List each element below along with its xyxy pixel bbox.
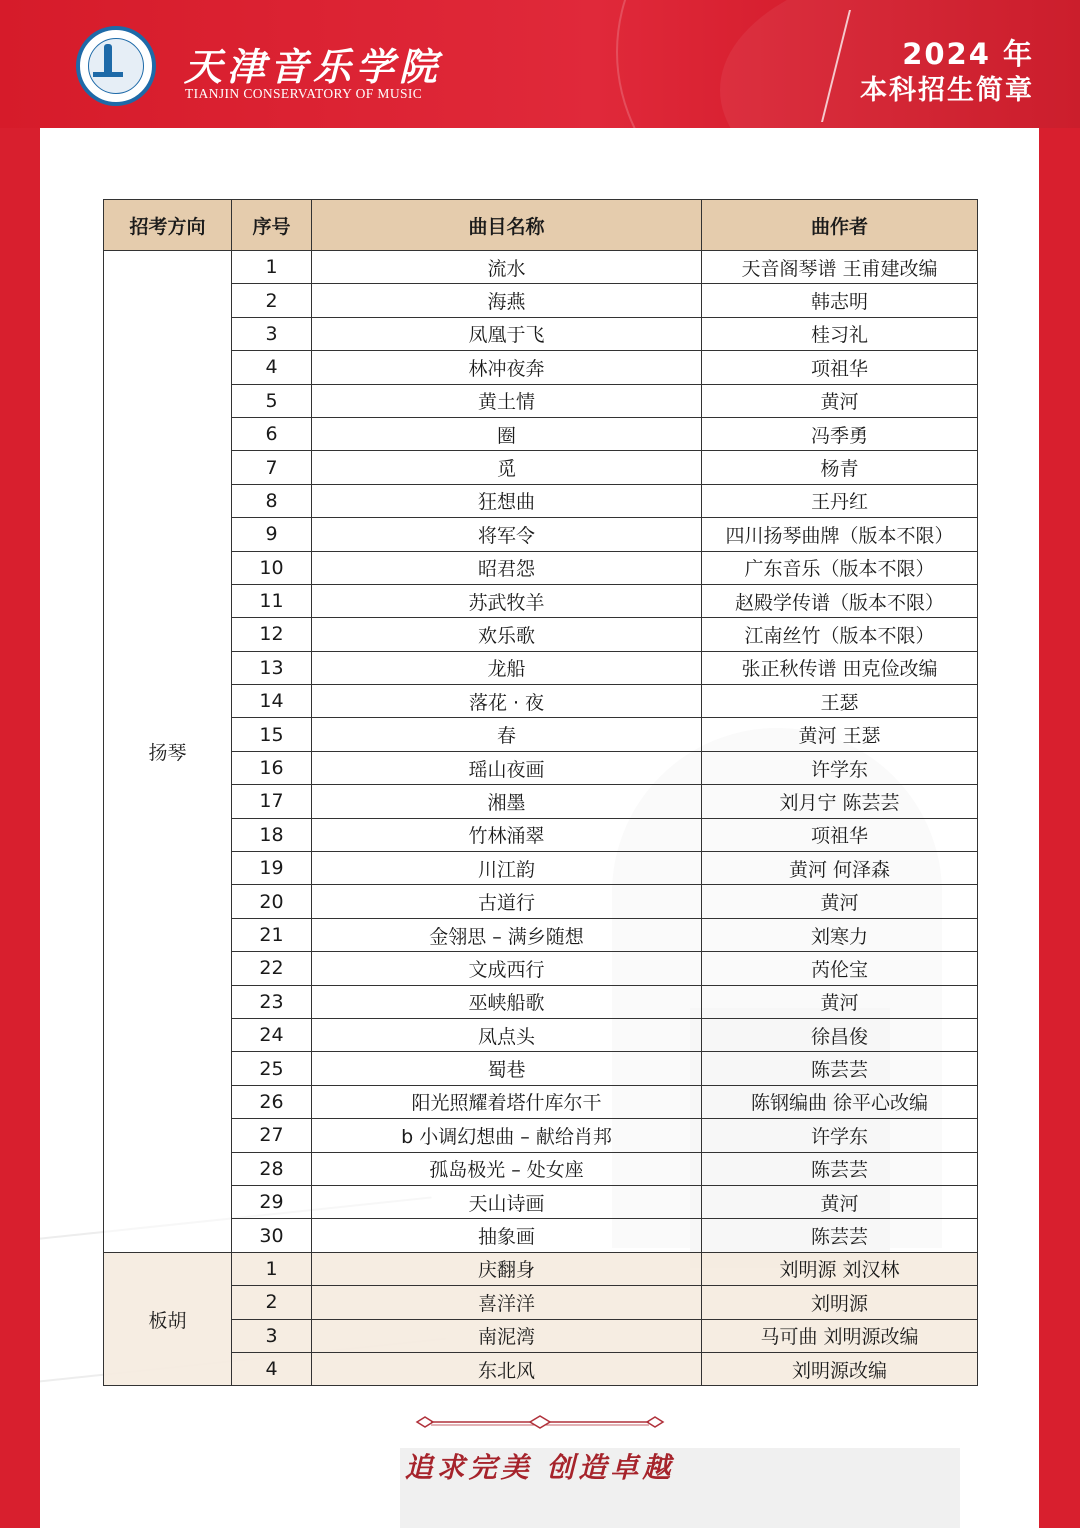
number-cell: 27 bbox=[232, 1119, 312, 1152]
table-row bbox=[104, 384, 978, 417]
composer-cell: 刘月宁 陈芸芸 bbox=[702, 785, 978, 818]
table-row bbox=[104, 1018, 978, 1051]
composer-cell: 陈芸芸 bbox=[702, 1052, 978, 1085]
table-body bbox=[104, 251, 978, 1386]
school-logo-icon bbox=[76, 26, 156, 106]
composer-cell: 黄河 王瑟 bbox=[702, 718, 978, 751]
composer-cell: 张正秋传谱 田克俭改编 bbox=[702, 651, 978, 684]
number-cell: 30 bbox=[232, 1219, 312, 1252]
piece-title-cell: 蜀巷 bbox=[312, 1052, 702, 1085]
piece-title-cell: 天山诗画 bbox=[312, 1185, 702, 1218]
table-row bbox=[104, 484, 978, 517]
piece-title-cell: 春 bbox=[312, 718, 702, 751]
number-cell: 11 bbox=[232, 584, 312, 617]
composer-cell: 韩志明 bbox=[702, 284, 978, 317]
table-header-row bbox=[104, 200, 978, 251]
table-row bbox=[104, 351, 978, 384]
number-cell: 5 bbox=[232, 384, 312, 417]
table-row bbox=[104, 785, 978, 818]
number-cell: 16 bbox=[232, 751, 312, 784]
composer-cell: 杨青 bbox=[702, 451, 978, 484]
column-header: 序号 bbox=[232, 200, 312, 251]
number-cell: 3 bbox=[232, 1319, 312, 1352]
direction-cell: 板胡 bbox=[104, 1252, 232, 1386]
table-row bbox=[104, 718, 978, 751]
composer-cell: 陈芸芸 bbox=[702, 1219, 978, 1252]
number-cell: 4 bbox=[232, 351, 312, 384]
piece-title-cell: 欢乐歌 bbox=[312, 618, 702, 651]
number-cell: 4 bbox=[232, 1352, 312, 1385]
piece-title-cell: 庆翻身 bbox=[312, 1252, 702, 1285]
column-header: 曲作者 bbox=[702, 200, 978, 251]
table-row bbox=[104, 651, 978, 684]
piece-title-cell: 狂想曲 bbox=[312, 484, 702, 517]
composer-cell: 黄河 bbox=[702, 985, 978, 1018]
table-row bbox=[104, 1152, 978, 1185]
composer-cell: 刘明源改编 bbox=[702, 1352, 978, 1385]
table-row bbox=[104, 1119, 978, 1152]
table-row bbox=[104, 818, 978, 851]
table-row bbox=[104, 852, 978, 885]
ornament-divider-icon bbox=[415, 1415, 665, 1429]
piece-title-cell: 苏武牧羊 bbox=[312, 584, 702, 617]
composer-cell: 王瑟 bbox=[702, 685, 978, 718]
number-cell: 22 bbox=[232, 952, 312, 985]
number-cell: 15 bbox=[232, 718, 312, 751]
piece-title-cell: 凤点头 bbox=[312, 1018, 702, 1051]
composer-cell: 陈芸芸 bbox=[702, 1152, 978, 1185]
table-row bbox=[104, 1052, 978, 1085]
number-cell: 20 bbox=[232, 885, 312, 918]
table-row bbox=[104, 618, 978, 651]
piece-title-cell: 川江韵 bbox=[312, 852, 702, 885]
number-cell: 19 bbox=[232, 852, 312, 885]
number-cell: 9 bbox=[232, 518, 312, 551]
piece-title-cell: 觅 bbox=[312, 451, 702, 484]
composer-cell: 黄河 何泽森 bbox=[702, 852, 978, 885]
table-row bbox=[104, 751, 978, 784]
composer-cell: 芮伦宝 bbox=[702, 952, 978, 985]
piece-title-cell: 古道行 bbox=[312, 885, 702, 918]
piece-title-cell: 孤岛极光 – 处女座 bbox=[312, 1152, 702, 1185]
composer-cell: 刘明源 刘汉林 bbox=[702, 1252, 978, 1285]
composer-cell: 刘寒力 bbox=[702, 918, 978, 951]
direction-cell: 扬琴 bbox=[104, 251, 232, 1253]
composer-cell: 桂习礼 bbox=[702, 317, 978, 350]
piece-title-cell: 流水 bbox=[312, 251, 702, 284]
piece-title-cell: 黄土情 bbox=[312, 384, 702, 417]
number-cell: 1 bbox=[232, 251, 312, 284]
number-cell: 6 bbox=[232, 417, 312, 450]
piece-title-cell: 金翎思 – 满乡随想 bbox=[312, 918, 702, 951]
piece-title-cell: 文成西行 bbox=[312, 952, 702, 985]
table-row bbox=[104, 317, 978, 350]
composer-cell: 赵殿学传谱（版本不限） bbox=[702, 584, 978, 617]
table-row bbox=[104, 1085, 978, 1118]
number-cell: 26 bbox=[232, 1085, 312, 1118]
composer-cell: 项祖华 bbox=[702, 351, 978, 384]
table-row bbox=[104, 251, 978, 284]
number-cell: 14 bbox=[232, 685, 312, 718]
composer-cell: 天音阁琴谱 王甫建改编 bbox=[702, 251, 978, 284]
table-row bbox=[104, 1286, 978, 1319]
number-cell: 23 bbox=[232, 985, 312, 1018]
composer-cell: 江南丝竹（版本不限） bbox=[702, 618, 978, 651]
column-header: 曲目名称 bbox=[312, 200, 702, 251]
motto-slogan: 追求完美 创造卓越 bbox=[404, 1451, 675, 1484]
document-title: 本科招生简章 bbox=[860, 75, 1034, 106]
piece-title-cell: 抽象画 bbox=[312, 1219, 702, 1252]
piece-title-cell: 圈 bbox=[312, 417, 702, 450]
composer-cell: 马可曲 刘明源改编 bbox=[702, 1319, 978, 1352]
number-cell: 2 bbox=[232, 1286, 312, 1319]
piece-title-cell: 瑶山夜画 bbox=[312, 751, 702, 784]
piece-title-cell: 阳光照耀着塔什库尔干 bbox=[312, 1085, 702, 1118]
table-row bbox=[104, 1185, 978, 1218]
table-row bbox=[104, 1252, 978, 1285]
composer-cell: 许学东 bbox=[702, 751, 978, 784]
composer-cell: 冯季勇 bbox=[702, 417, 978, 450]
number-cell: 29 bbox=[232, 1185, 312, 1218]
piece-title-cell: 落花 · 夜 bbox=[312, 685, 702, 718]
repertoire-table bbox=[103, 199, 978, 1386]
column-header: 招考方向 bbox=[104, 200, 232, 251]
table-row bbox=[104, 918, 978, 951]
composer-cell: 陈钢编曲 徐平心改编 bbox=[702, 1085, 978, 1118]
piece-title-cell: 昭君怨 bbox=[312, 551, 702, 584]
composer-cell: 广东音乐（版本不限） bbox=[702, 551, 978, 584]
number-cell: 24 bbox=[232, 1018, 312, 1051]
number-cell: 1 bbox=[232, 1252, 312, 1285]
table-row bbox=[104, 584, 978, 617]
number-cell: 3 bbox=[232, 317, 312, 350]
table-row bbox=[104, 518, 978, 551]
composer-cell: 项祖华 bbox=[702, 818, 978, 851]
piece-title-cell: b 小调幻想曲 – 献给肖邦 bbox=[312, 1119, 702, 1152]
piece-title-cell: 海燕 bbox=[312, 284, 702, 317]
piece-title-cell: 湘墨 bbox=[312, 785, 702, 818]
school-name-cn: 天津音乐学院 bbox=[184, 44, 443, 89]
piece-title-cell: 南泥湾 bbox=[312, 1319, 702, 1352]
composer-cell: 许学东 bbox=[702, 1119, 978, 1152]
composer-cell: 黄河 bbox=[702, 1185, 978, 1218]
number-cell: 18 bbox=[232, 818, 312, 851]
table-row bbox=[104, 284, 978, 317]
number-cell: 17 bbox=[232, 785, 312, 818]
table-row bbox=[104, 985, 978, 1018]
content-page bbox=[40, 128, 1039, 1528]
school-name-en: TIANJIN CONSERVATORY OF MUSIC bbox=[185, 86, 423, 101]
number-cell: 25 bbox=[232, 1052, 312, 1085]
piece-title-cell: 龙船 bbox=[312, 651, 702, 684]
composer-cell: 黄河 bbox=[702, 384, 978, 417]
number-cell: 28 bbox=[232, 1152, 312, 1185]
year-title: 2024 年 bbox=[902, 37, 1034, 71]
piece-title-cell: 将军令 bbox=[312, 518, 702, 551]
composer-cell: 王丹红 bbox=[702, 484, 978, 517]
piece-title-cell: 林冲夜奔 bbox=[312, 351, 702, 384]
composer-cell: 徐昌俊 bbox=[702, 1018, 978, 1051]
composer-cell: 黄河 bbox=[702, 885, 978, 918]
piece-title-cell: 巫峡船歌 bbox=[312, 985, 702, 1018]
number-cell: 10 bbox=[232, 551, 312, 584]
number-cell: 2 bbox=[232, 284, 312, 317]
number-cell: 13 bbox=[232, 651, 312, 684]
table-row bbox=[104, 1219, 978, 1252]
composer-cell: 四川扬琴曲牌（版本不限） bbox=[702, 518, 978, 551]
piece-title-cell: 竹林涌翠 bbox=[312, 818, 702, 851]
number-cell: 21 bbox=[232, 918, 312, 951]
table-row bbox=[104, 885, 978, 918]
piece-title-cell: 喜洋洋 bbox=[312, 1286, 702, 1319]
table-row bbox=[104, 1319, 978, 1352]
table-row bbox=[104, 685, 978, 718]
number-cell: 8 bbox=[232, 484, 312, 517]
table-row bbox=[104, 952, 978, 985]
header-banner bbox=[0, 0, 1080, 128]
table-row bbox=[104, 1352, 978, 1385]
piece-title-cell: 凤凰于飞 bbox=[312, 317, 702, 350]
number-cell: 12 bbox=[232, 618, 312, 651]
table-row bbox=[104, 451, 978, 484]
table-row bbox=[104, 417, 978, 450]
piece-title-cell: 东北风 bbox=[312, 1352, 702, 1385]
composer-cell: 刘明源 bbox=[702, 1286, 978, 1319]
number-cell: 7 bbox=[232, 451, 312, 484]
table-row bbox=[104, 551, 978, 584]
